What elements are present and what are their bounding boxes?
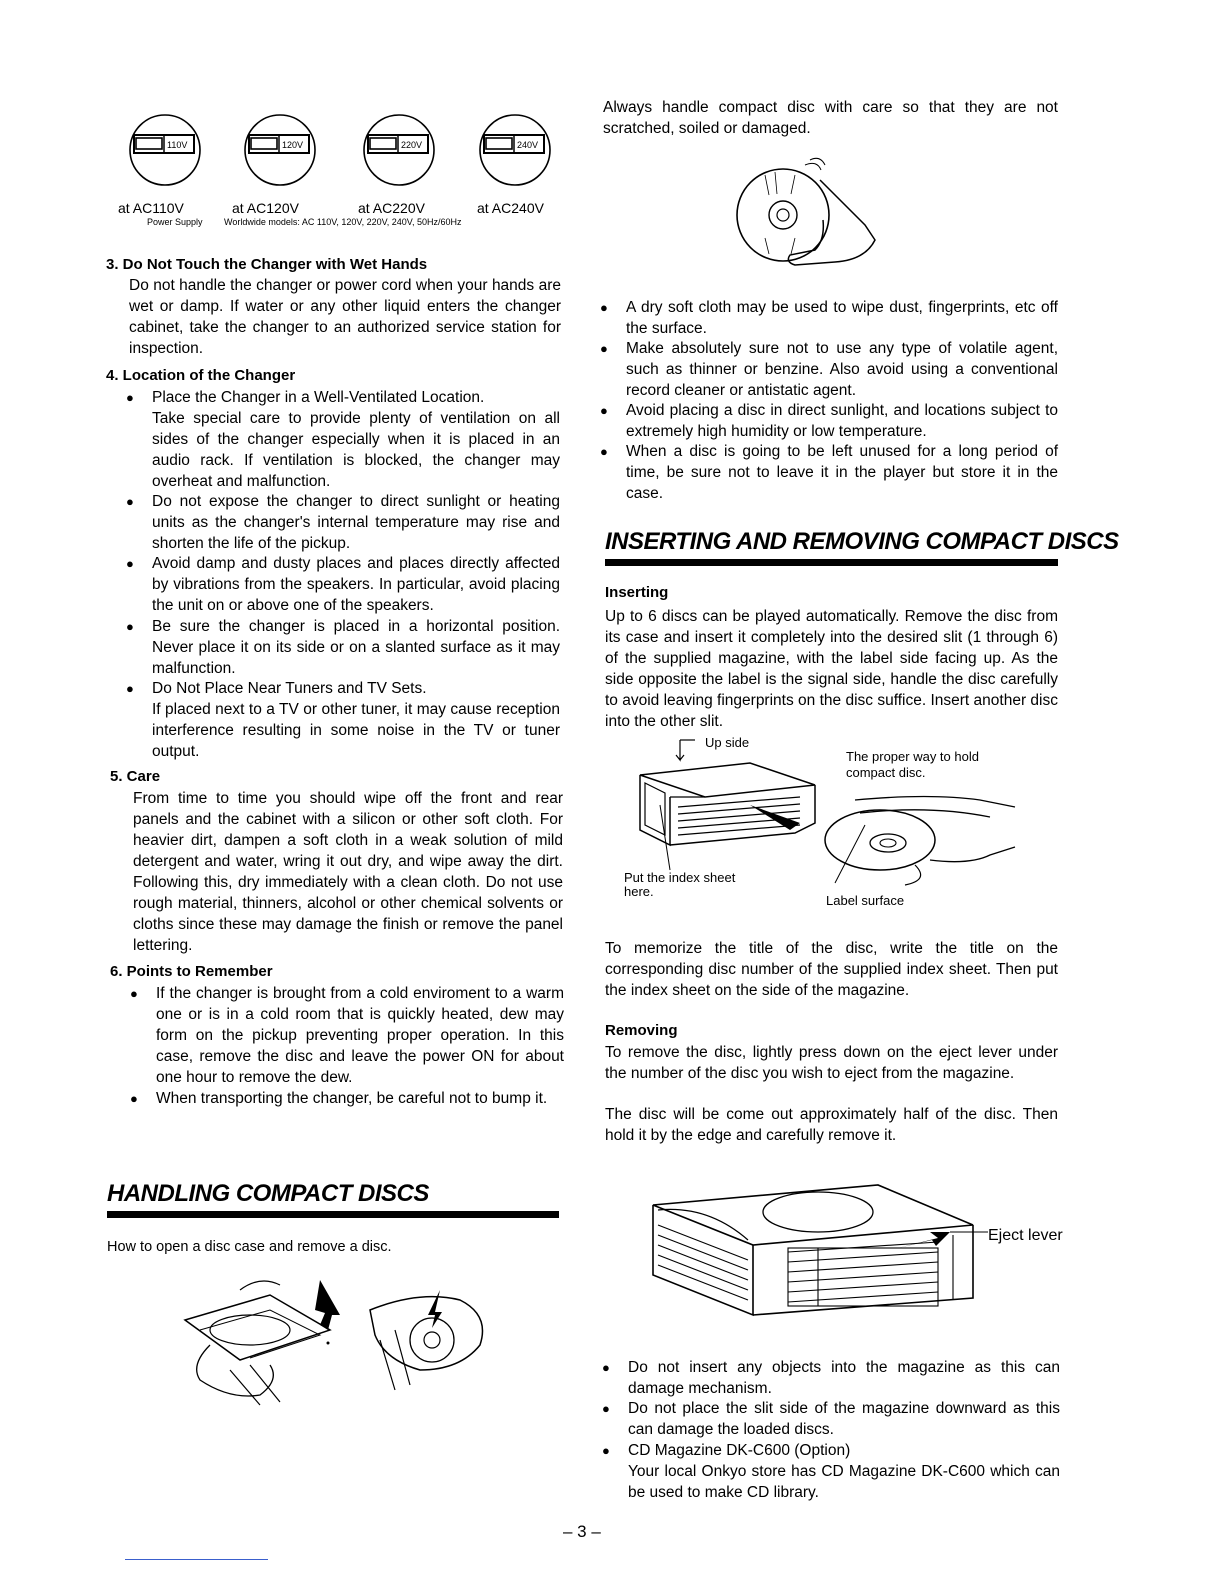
memorize-text: To memorize the title of the disc, write the title on the corresponding disc number of the supplied index sheet. Then put the index sheet on the side of the magazine. bbox=[605, 940, 1058, 999]
handling-title-rule bbox=[107, 1211, 559, 1218]
section-4-bullet-2: ● Do not expose the changer to direct sunlight or heating units as the changer's internal temperature may rise and shorten the life of the pickup. bbox=[152, 491, 560, 554]
section-5-heading: 5. Care bbox=[110, 768, 161, 785]
voltage-caption-110v: at AC110V bbox=[118, 200, 184, 216]
eject-lever-label: Eject lever bbox=[988, 1227, 1063, 1244]
power-supply-note: Worldwide models: AC 110V, 120V, 220V, 240V, 50Hz/60Hz bbox=[224, 217, 462, 227]
voltage-selector-240v-icon bbox=[470, 102, 560, 192]
eject-lever-illustration bbox=[648, 1180, 988, 1320]
section-6-bullet-2: ● When transporting the changer, be careful not to bump it. bbox=[156, 1088, 564, 1109]
voltage-label-120v: 120V bbox=[282, 140, 304, 150]
removing-heading: Removing bbox=[605, 1022, 678, 1039]
section-4-bullet-1-text: Take special care to provide plenty of ventilation on all sides of the changer especially when it is placed in an audio rack. If ventilation is blocked, the changer may overheat and malfunction. bbox=[152, 410, 560, 490]
section-6-bullet-1: ● If the changer is brought from a cold enviroment to a warm one or is in a cold room that is quickly heated, dew may form on the pickup preventing proper operation. In this case, remove the disc and leave the power ON for about one hour to remove the dew. bbox=[156, 983, 564, 1088]
magazine-bullet-1: ● Do not insert any objects into the magazine as this can damage mechanism. bbox=[628, 1357, 1060, 1399]
open-disc-case-illustration bbox=[180, 1270, 500, 1410]
fig-label-surface-label: Label surface bbox=[826, 893, 905, 908]
handling-text: How to open a disc case and remove a disc. bbox=[107, 1239, 392, 1255]
section-4-bullet-5: ● Do Not Place Near Tuners and TV Sets. bbox=[152, 678, 560, 699]
magazine-bullet-2: ● Do not place the slit side of the magazine downward as this can damage the loaded discs. bbox=[628, 1398, 1060, 1440]
inserting-heading: Inserting bbox=[605, 584, 669, 601]
power-supply-label: Power Supply bbox=[147, 217, 203, 227]
disc-care-bullet-3: ● Avoid placing a disc in direct sunlight, and locations subject to extremely high humidity or low temperature. bbox=[626, 400, 1058, 442]
inserting-section-title: INSERTING AND REMOVING COMPACT DISCS bbox=[605, 528, 1119, 555]
voltage-label-220v: 220V bbox=[401, 140, 423, 150]
footer-line bbox=[125, 1559, 268, 1560]
magazine-bullet-3: ● CD Magazine DK-C600 (Option) bbox=[628, 1440, 1060, 1461]
section-6-heading: 6. Points to Remember bbox=[110, 963, 273, 980]
section-3-text: Do not handle the changer or power cord when your hands are wet or damp. If water or any other liquid enters the changer cabinet, take the changer to an authorized service station for inspection. bbox=[129, 277, 561, 357]
disc-care-bullet-1: ● A dry soft cloth may be used to wipe dust, fingerprints, etc off the surface. bbox=[626, 297, 1058, 339]
magazine-bullet-3-text: Your local Onkyo store has CD Magazine DK-C600 which can be used to make CD library. bbox=[628, 1463, 1060, 1501]
inserting-title-rule bbox=[605, 559, 1058, 566]
section-4-bullet-4: ● Be sure the changer is placed in a horizontal position. Never place it on its side or on a slanted surface as it may malfunction. bbox=[152, 616, 560, 679]
section-3-heading: 3. Do Not Touch the Changer with Wet Hands bbox=[106, 256, 428, 273]
inserting-text: Up to 6 discs can be played automatically. Remove the disc from its case and insert it completely into the desired slit (1 through 6) of the supplied magazine, with the label side facing up. As the side opposite the label is the signal side, handle the disc carefully to avoid leaving fingerprints on the disc suffice. Insert another disc into the other slit. bbox=[605, 608, 1058, 730]
voltage-selector-120v-icon bbox=[235, 102, 325, 192]
handling-section-title: HANDLING COMPACT DISCS bbox=[107, 1180, 429, 1207]
fig-proper-way-label: The proper way to hold compact disc. bbox=[846, 749, 979, 780]
fig-up-side-label: Up side bbox=[705, 735, 750, 750]
disc-care-bullet-4: ● When a disc is going to be left unused for a long period of time, be sure not to leave it in the player but store it in the case. bbox=[626, 441, 1058, 504]
voltage-caption-240v: at AC240V bbox=[477, 200, 544, 216]
magazine-insert-illustration bbox=[630, 735, 1030, 895]
page-number: – 3 – bbox=[563, 1522, 601, 1541]
section-4-heading: 4. Location of the Changer bbox=[106, 367, 296, 384]
fig-index-sheet-label: Put the index sheet here. bbox=[624, 870, 736, 899]
voltage-label-110v: 110V bbox=[167, 140, 188, 150]
voltage-label-240v: 240V bbox=[517, 140, 539, 150]
section-4-bullet-3: ● Avoid damp and dusty places and places directly affected by vibrations from the speakers. In particular, avoid placing the unit on or above one of the speakers. bbox=[152, 553, 560, 616]
disc-care-bullet-2: ● Make absolutely sure not to use any type of volatile agent, such as thinner or benzine. Also avoid using a conventional record cleaner or antistatic agent. bbox=[626, 338, 1058, 401]
section-4-bullet-1: ● Place the Changer in a Well-Ventilated Location. bbox=[152, 387, 560, 408]
removing-text-1: To remove the disc, lightly press down on the eject lever under the number of the disc you wish to eject from the magazine. bbox=[605, 1044, 1058, 1082]
holding-disc-illustration bbox=[725, 150, 885, 270]
handling-intro: Always handle compact disc with care so that they are not scratched, soiled or damaged. bbox=[603, 99, 1058, 137]
section-4-bullet-5-text: If placed next to a TV or other tuner, it may cause reception interference resulting in some noise in the TV or tuner output. bbox=[152, 701, 560, 760]
voltage-selector-110v-icon bbox=[120, 102, 210, 192]
voltage-caption-220v: at AC220V bbox=[358, 200, 425, 216]
section-5-text: From time to time you should wipe off the front and rear panels and the cabinet with a silicon or other soft cloth. For heavier dirt, dampen a soft cloth in a weak solution of mild detergent and water, wring it out dry, and wipe away the dirt. Following this, dry immediately with a clean cloth. Do not use rough material, thinners, alcohol or other chemical solvents or cloths since these may damage the finish or remove the panel lettering. bbox=[133, 790, 563, 954]
removing-text-2: The disc will be come out approximately half of the disc. Then hold it by the edge and carefully remove it. bbox=[605, 1106, 1058, 1144]
voltage-selector-220v-icon bbox=[354, 102, 444, 192]
voltage-caption-120v: at AC120V bbox=[232, 200, 299, 216]
